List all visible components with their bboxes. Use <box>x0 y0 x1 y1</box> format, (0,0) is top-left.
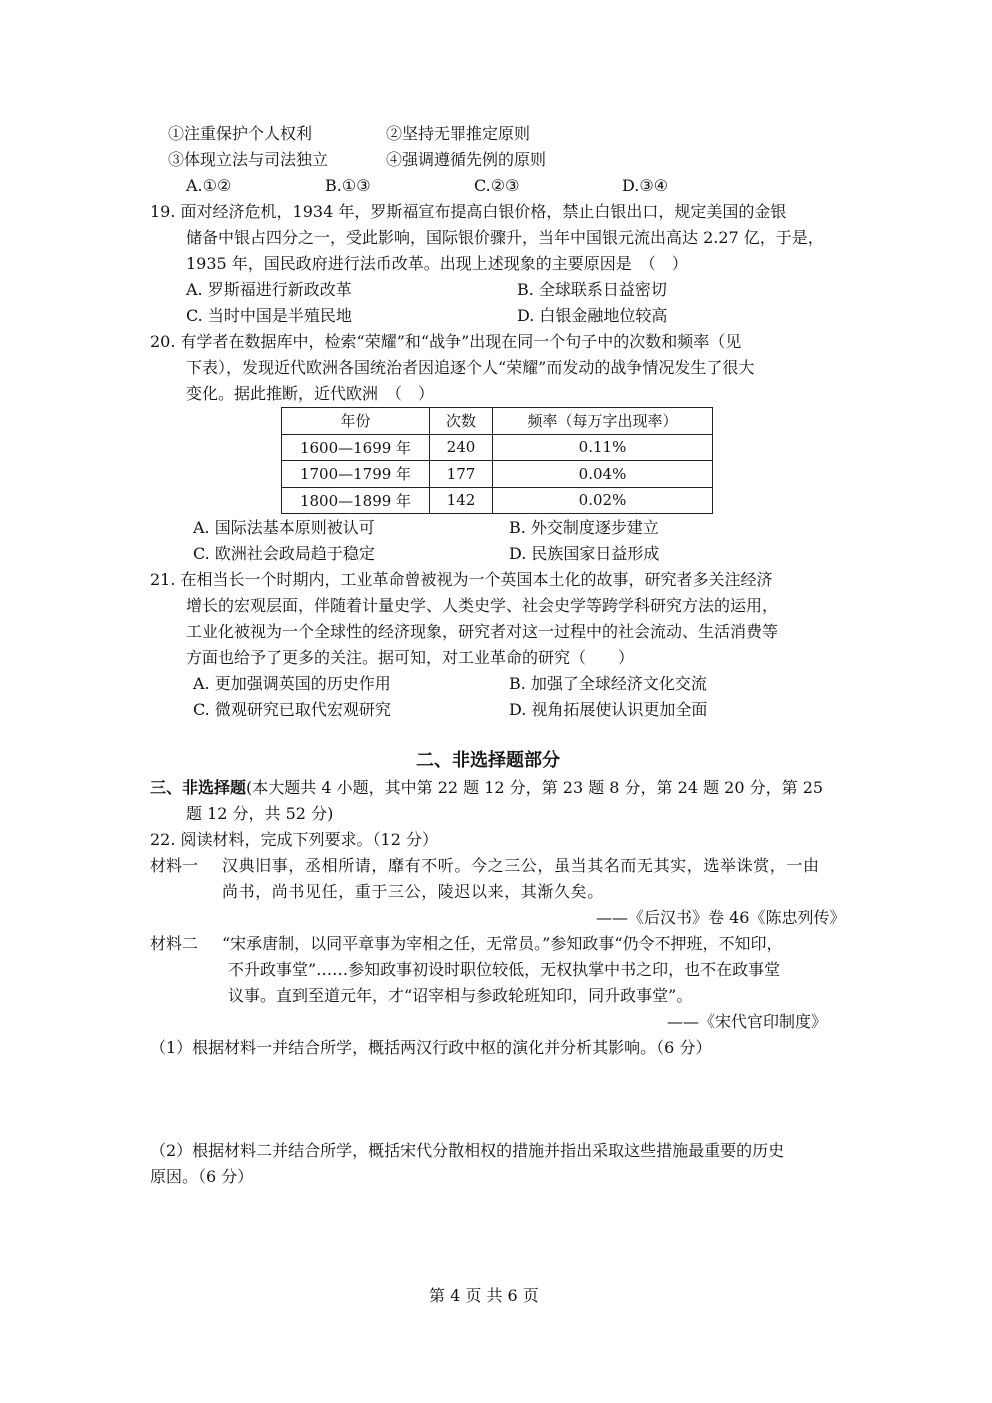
table-cell-frequency: 0.11% <box>493 434 713 461</box>
q18-choice-c: C.②③ <box>474 176 520 195</box>
q20-option-d: D. 民族国家日益形成 <box>509 544 660 563</box>
table-header-year: 年份 <box>282 408 430 435</box>
section-three-line1 <box>150 778 823 798</box>
q18-option-4: ④强调遵循先例的原则 <box>386 150 547 169</box>
q21-option-a: A. 更加强调英国的历史作用 <box>193 674 391 693</box>
q21-option-c: C. 微观研究已取代宏观研究 <box>193 700 391 719</box>
material-two-line2: 不升政事堂”……参知政事初设时职位较低，无权执掌中书之印，也不在政事堂 <box>228 960 781 979</box>
q20-option-a: A. 国际法基本原则被认可 <box>193 518 375 537</box>
page-number-footer: 第 4 页 共 6 页 <box>429 1286 539 1305</box>
q19-stem-line3: 1935 年，国民政府进行法币改革。出现上述现象的主要原因是 （ ） <box>186 254 688 273</box>
q20-stem-line1: 20. 有学者在数据库中，检索“荣耀”和“战争”出现在同一个句子中的次数和频率（见 <box>150 332 742 351</box>
section-three-line2: 题 12 分，共 52 分) <box>186 804 334 823</box>
table-cell-count: 177 <box>430 461 493 488</box>
material-two-line3: 议事。直到至道元年，才“诏宰相与参政轮班知印，同升政事堂”。 <box>228 986 693 1005</box>
table-cell-year: 1600—1699 年 <box>282 434 430 461</box>
table-cell-frequency: 0.04% <box>493 461 713 488</box>
q21-stem-line3: 工业化被视为一个全球性的经济现象，研究者对这一过程中的社会流动、生活消费等 <box>186 622 779 641</box>
table-header-row <box>282 408 713 435</box>
q19-option-d: D. 白银金融地位较高 <box>517 306 668 325</box>
q22-subquestion-1: （1）根据材料一并结合所学，概括两汉行政中枢的演化并分析其影响。（6 分） <box>150 1038 712 1057</box>
material-two-line1: “宋承唐制，以同平章事为宰相之任，无常员。”参知政事“仍令不押班，不知印， <box>222 934 783 953</box>
q20-option-b: B. 外交制度逐步建立 <box>509 518 659 537</box>
material-one-source: ——《后汉书》卷 46《陈忠列传》 <box>596 908 846 927</box>
q18-option-2: ②坚持无罪推定原则 <box>386 124 531 143</box>
q21-option-d: D. 视角拓展使认识更加全面 <box>509 700 708 719</box>
q22-intro: 22. 阅读材料，完成下列要求。（12 分） <box>150 830 438 849</box>
q18-choice-b: B.①③ <box>325 176 371 195</box>
q21-stem-line1: 21. 在相当长一个时期内，工业革命曾被视为一个英国本土化的故事，研究者多关注经济 <box>150 570 773 589</box>
q19-option-c: C. 当时中国是半殖民地 <box>186 306 352 325</box>
table-cell-year: 1800—1899 年 <box>282 487 430 514</box>
section-three-label: 三、非选择题 <box>150 778 247 797</box>
material-two-label: 材料二 <box>150 934 199 953</box>
q19-stem-line1: 19. 面对经济危机，1934 年，罗斯福宣布提高白银价格，禁止白银出口，规定美国的金银 <box>150 202 787 221</box>
table-row <box>282 487 713 514</box>
q19-stem-line2: 储备中银占四分之一，受此影响，国际银价骤升，当年中国银元流出高达 2.27 亿，于是， <box>186 228 824 247</box>
table-cell-frequency: 0.02% <box>493 487 713 514</box>
material-one-line2: 尚书，尚书见任，重于三公，陵迟以来，其渐久矣。 <box>222 882 604 901</box>
q22-subquestion-2-line1: （2）根据材料二并结合所学，概括宋代分散相权的措施并指出采取这些措施最重要的历史 <box>150 1141 785 1160</box>
table-row <box>282 434 713 461</box>
q21-stem-line2: 增长的宏观层面，伴随着计量史学、人类史学、社会史学等跨学科研究方法的运用， <box>186 596 779 615</box>
section-three-desc: (本大题共 4 小题，其中第 22 题 12 分，第 23 题 8 分，第 24 题 20 分，第 25 <box>246 778 824 797</box>
q21-stem-line4: 方面也给予了更多的关注。据可知，对工业革命的研究（ ） <box>186 648 635 667</box>
q22-subquestion-2-line2: 原因。（6 分） <box>150 1167 254 1186</box>
material-one-label: 材料一 <box>150 856 199 875</box>
section-two-title: 二、非选择题部分 <box>416 750 560 771</box>
table-header-frequency: 频率（每万字出现率） <box>493 408 713 435</box>
material-two-source: ——《宋代官印制度》 <box>667 1012 828 1031</box>
q20-stem-line2: 下表），发现近代欧洲各国统治者因追逐个人“荣耀”而发动的战争情况发生了很大 <box>186 358 755 377</box>
table-cell-year: 1700—1799 年 <box>282 461 430 488</box>
q19-option-a: A. 罗斯福进行新政改革 <box>186 280 352 299</box>
q18-option-3: ③体现立法与司法独立 <box>168 150 329 169</box>
q20-option-c: C. 欧洲社会政局趋于稳定 <box>193 544 375 563</box>
q18-option-1: ①注重保护个人权利 <box>168 124 313 143</box>
q20-stem-line3: 变化。据此推断，近代欧洲 （ ） <box>186 384 435 403</box>
table-header-count: 次数 <box>430 408 493 435</box>
table-cell-count: 240 <box>430 434 493 461</box>
q18-choice-d: D.③④ <box>622 176 669 195</box>
q21-option-b: B. 加强了全球经济文化交流 <box>509 674 707 693</box>
q20-data-table <box>281 407 713 514</box>
q18-choice-a: A.①② <box>186 176 232 195</box>
table-row <box>282 461 713 488</box>
q19-option-b: B. 全球联系日益密切 <box>517 280 667 299</box>
material-one-line1: 汉典旧事，丞相所请，靡有不听。今之三公，虽当其名而无其实，选举诛赏，一由 <box>222 856 820 875</box>
table-cell-count: 142 <box>430 487 493 514</box>
